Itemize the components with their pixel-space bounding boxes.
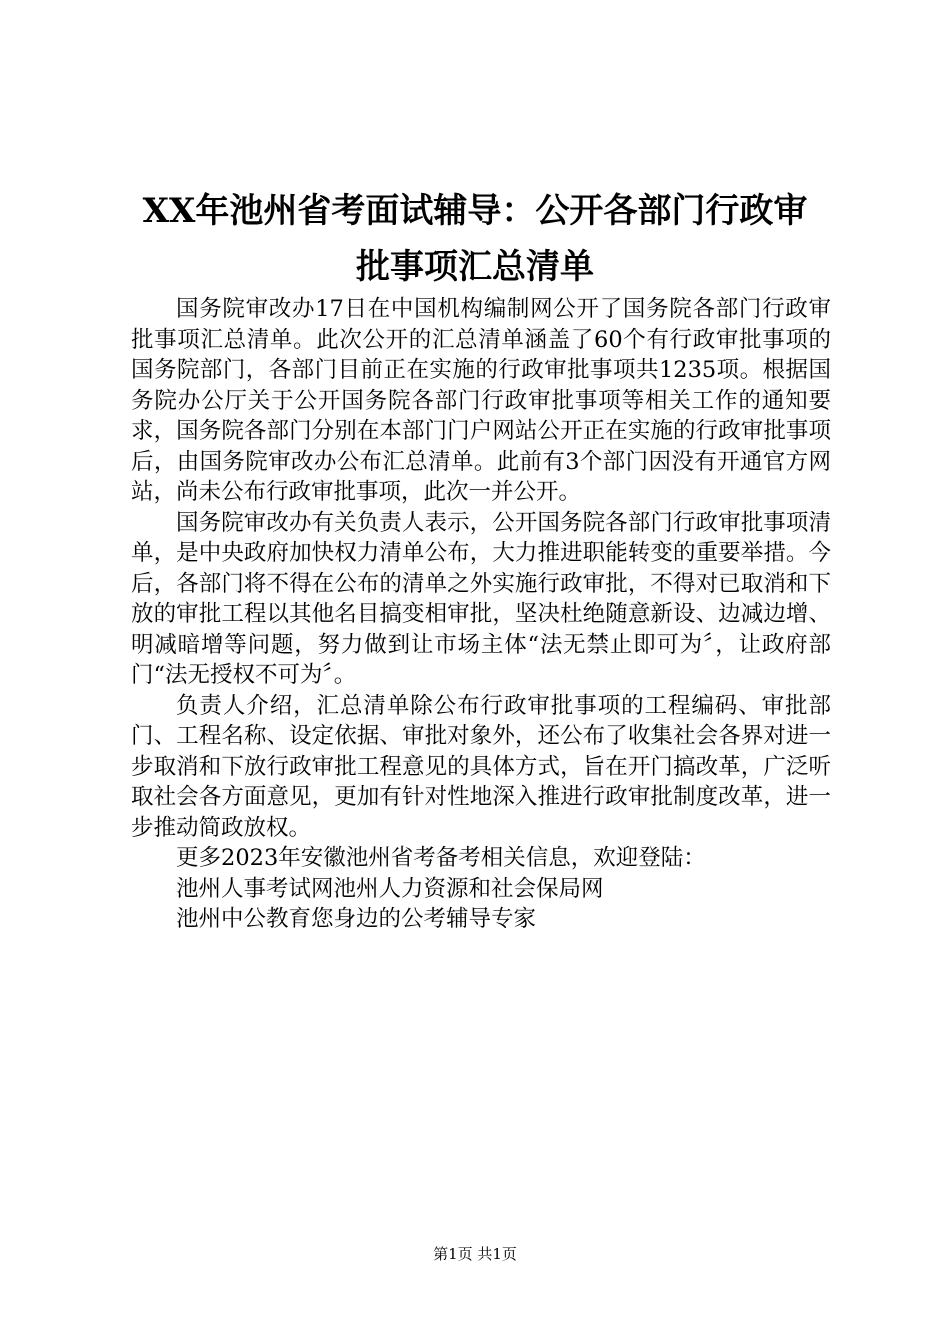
page-number-footer: 第1页 共1页	[433, 1245, 517, 1263]
link-line-1: 池州人事考试网池州人力资源和社会保局网	[176, 875, 604, 902]
link-line-2: 池州中公教育您身边的公考辅导专家	[176, 906, 537, 932]
paragraph-2: 国务院审改办有关负责人表示，公开国务院各部门行政审批事项清单，是中央政府加快权力清单公布，大力推进职能转变的重要举措。今后，各部门将不得在公布的清单之外实施行政审批，不得对已取消和下放的审批工程以其他名目搞变相审批，坚决杜绝随意新设、边减边增、明减暗增等问题，努力做到让市场主体“法无禁止即可为〞，让政府部门“法无授权不可为〞。	[131, 509, 831, 688]
paragraph-3: 负责人介绍，汇总清单除公布行政审批事项的工程编码、审批部门、工程名称、设定依据、审批对象外，还公布了收集社会各界对进一步取消和下放行政审批工程意见的具体方式，旨在开门搞改革，广泛听取社会各方面意见，更加有针对性地深入推进行政审批制度改革，进一步推动简政放权。	[131, 692, 831, 841]
document-title-line-2: 批事项汇总清单	[356, 247, 594, 287]
document-title-line-1: XX年池州省考面试辅导：公开各部门行政审	[142, 191, 808, 231]
paragraph-1: 国务院审改办17日在中国机构编制网公开了国务院各部门行政审批事项汇总清单。此次公开的汇总清单涵盖了60个有行政审批事项的国务院部门，各部门目前正在实施的行政审批事项共1235项。根据国务院办公厅关于公开国务院各部门行政审批事项等相关工作的通知要求，国务院各部门分别在本部门门户网站公开正在实施的行政审批事项后，由国务院审改办公布汇总清单。此前有3个部门因没有开通官方网站，尚未公布行政审批事项，此次一并公开。	[131, 296, 831, 505]
document-body	[131, 294, 831, 935]
more-info-line: 更多2023年安徽池州省考备考相关信息，欢迎登陆：	[176, 845, 706, 871]
